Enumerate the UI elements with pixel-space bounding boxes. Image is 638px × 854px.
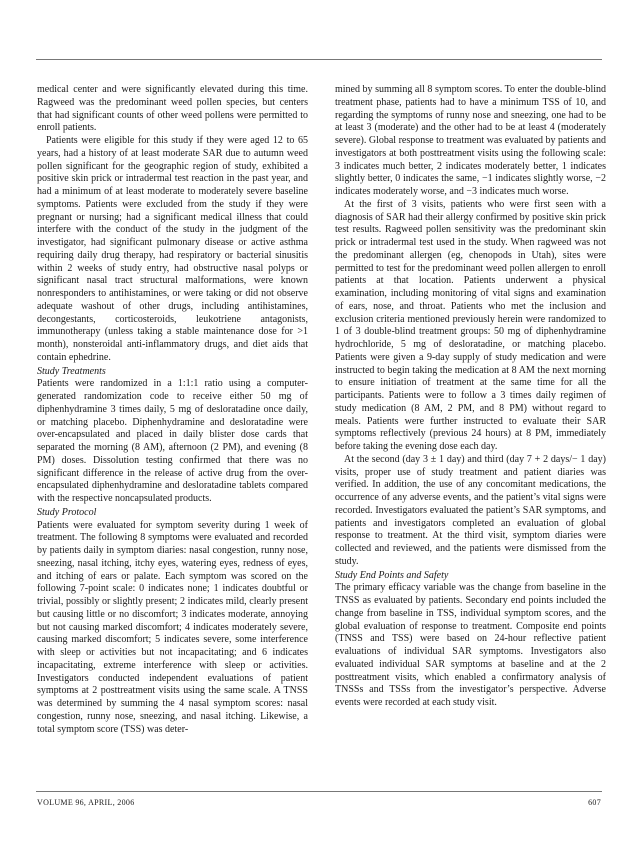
paragraph-later-visits: At the second (day 3 ± 1 day) and third (day 7 + 2 days/− 1 day) visits, proper use of study treatment and patient diaries was verified. In addition, the use of any concomitant medications, the occurrence of any adverse events, and the patient’s vital signs were recorded. Investigators evaluated the patient’s SAR symptoms, and patients and investigators completed an evaluation of global response to treatment. At the third visit, symptom diaries were collected and reviewed, and the patients were dismissed from the study. [335, 453, 606, 567]
section-heading-end-points: Study End Points and Safety [335, 569, 449, 581]
left-column [37, 84, 308, 736]
section-heading-study-treatments: Study Treatments [37, 365, 106, 377]
section-heading-study-protocol: Study Protocol [37, 506, 97, 518]
paragraph-study-protocol: Patients were evaluated for symptom severity during 1 week of treatment. The following 8 symptoms were evaluated and recorded by patients daily in symptom diaries: nasal congestion, runny nose, sneezing, nasal itching, itchy eyes, watering eyes, redness of eyes, and itching of ears or palate. Each symptom was scored on the following 7-point scale: 0 indicates none; 1 indicates doubtful or trivial, possibly or slightly present; 2 indicates mild, clearly present but causing little or no discomfort; 3 indicates moderate, annoying but not causing marked discomfort; 4 indicates moderately severe, causing marked discomfort; 5 indicates severe, some interference with sleep or activities but not incapacitating; and 6 indicates incapacitating, extreme interference with sleep or activities. Investigators conducted independent evaluations of patient symptoms at 2 posttreatment visits using the same scale. A TNSS was determined by summing the 4 nasal symptom scores: nasal congestion, runny nose, sneezing, and nasal itching. Likewise, a total symptom score (TSS) was deter- [37, 519, 308, 735]
header-rule [36, 59, 602, 60]
paragraph-continued-scores: mined by summing all 8 symptom scores. To enter the double-blind treatment phase, patients had to have a minimum TSS of 10, and regarding the symptoms of runny nose and sneezing, one had to be at least 3 (moderate) and the other had to be at least 4 (moderately severe). Global response to treatment was evaluated by patients and investigators at both posttreatment visits using the following scale: 3 indicates much better, 2 indicates moderately better, 1 indicates slightly better, 0 indicates the same, −1 indicates slightly worse, −2 indicates moderately worse, and −3 indicates much worse. [335, 84, 607, 197]
journal-volume-footer: VOLUME 96, APRIL, 2006 [37, 798, 135, 807]
paragraph-eligibility: Patients were eligible for this study if they were aged 12 to 65 years, had a history of at least moderate SAR due to autumn weed pollen significant for the geographic region of study, exhibited a positive skin prick or intradermal test reaction in the past year, and had a minimum of at least moderate to moderately severe baseline symptoms. Patients were excluded from the study if they were pregnant or nursing; had a significant medical illness that could interfere with the conduct of the study in the judgment of the investigator, had significant pulmonary disease or active asthma requiring daily drug therapy, had respiratory or bacterial sinusitis within 2 weeks of study entry, had obstructive nasal polyps or significant nasal tract structural malformations, were known nonresponders to antihistamines, or were taking or did not observe adequate washout of other drugs, including antihistamines, decongestants, corticosteroids, leukotriene antagonists, immunotherapy (unless taking a stable maintenance dose for >1 month), nonsteroidal anti-inflammatory drugs, and diet aids that contain ephedrine. [37, 135, 308, 363]
paragraph-end-points: The primary efficacy variable was the change from baseline in the TNSS as evaluated by patients. Secondary end points included the change from baseline in TSS, individual symptom scores, and the global evaluation of response to treatment. Composite end points (TNSS and TSS) were based on 24-hour reflective patient evaluations of individual SAR symptoms. Investigators also evaluated individual SAR symptoms at baseline and at the 2 posttreatment visits, which enabled a confirmatory analysis of TNSSs and TSSs from the investigator’s perspective. Adverse events were recorded at each study visit. [335, 582, 606, 708]
page-number: 607 [588, 798, 601, 807]
paragraph-study-treatments: Patients were randomized in a 1:1:1 ratio using a computer-generated randomization code to receive either 50 mg of diphenhydramine 3 times daily, 5 mg of desloratadine once daily, or matching placebo. Diphenhydramine and desloratadine were over-encapsulated and placed in daily blister dose cards that separated the morning (8 AM), afternoon (2 PM), and evening (8 PM) doses. Dissolution testing confirmed that there was no significant difference in the release of active drug from the over-encapsulated diphenhydramine and desloratadine tablets compared with the respective noncapsulated products. [37, 378, 308, 504]
paragraph-continued: medical center and were significantly elevated during this time. Ragweed was the predominant weed pollen species, but centers that had significant counts of other weed pollens were permitted to enroll patients. [37, 84, 308, 134]
paragraph-first-visit: At the first of 3 visits, patients who were first seen with a diagnosis of SAR had their allergy confirmed by positive skin prick test results. Ragweed pollen sensitivity was the predominant skin prick or intradermal test used in the study. When ragweed was not the predominant allergen (eg, chenopods in Utah), sites were permitted to test for the predominant weed pollen allergen to enroll patients at that location. Patients underwent a physical examination, including monitoring of vital signs and examination of ears, nose, and throat. Patients who met the inclusion and exclusion criteria mentioned previously herein were randomized to 1 of 3 double-blind treatment groups: 50 mg of diphenhydramine hydrochloride, 5 mg of desloratadine, or matching placebo. Patients were given a 9-day supply of study medication and were instructed to begin taking the medication at 8 AM the next morning to ensure initiation of treatment at the same time for all the participants. Patients were to follow a 3 times daily regimen of study medication (8 AM, 2 PM, and 8 PM) without regard to meals. Patients were further instructed to evaluate their SAR symptoms reflectively (previous 24 hours) at 8 PM, immediately before taking the evening dose each day. [335, 198, 606, 452]
right-column [335, 84, 606, 710]
footer-rule [36, 791, 602, 792]
